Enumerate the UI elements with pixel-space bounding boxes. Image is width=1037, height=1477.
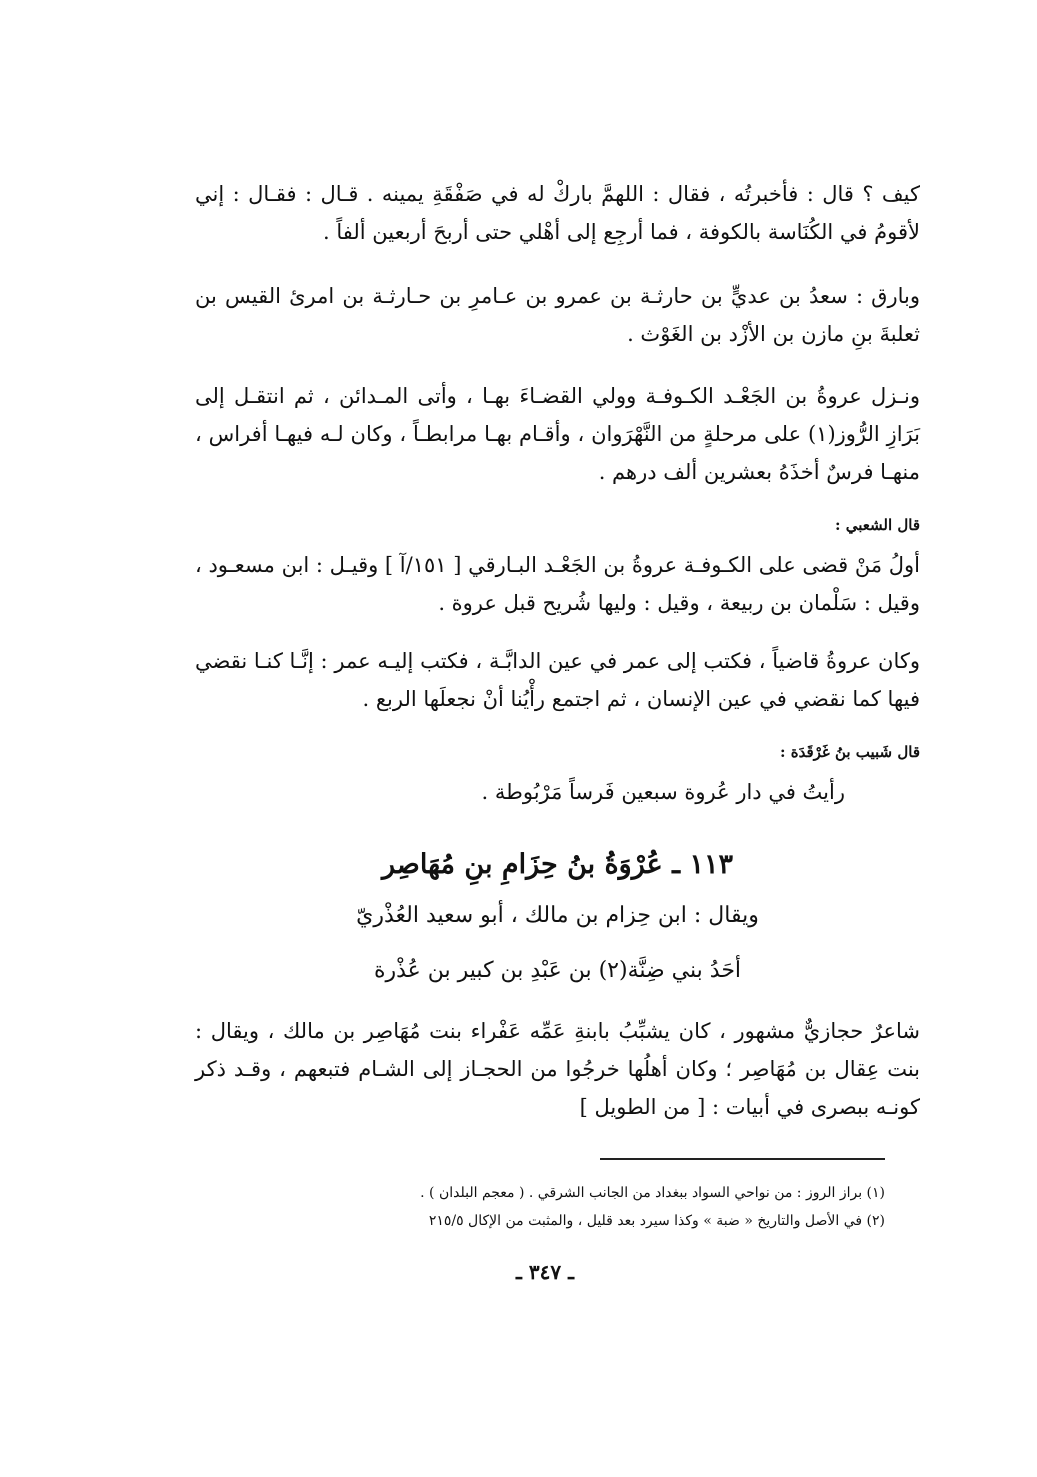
speaker-label-shabi: قال الشعبي :	[834, 516, 920, 534]
paragraph-7: شاعرٌ حجازيٌّ مشهور ، كان يشبِّبُ بابنةِ عَمِّه عَفْراء بنت مُهَاصِر بن مالك ، ويقال : بنت عِقال بن مُهَاصِر ؛ وكان أهلُها خرجُوا من الحجـاز إلى الشـام فتبعهم ، وقـد ذكر كونـه ببصرى في أبيات : [ من الطويل ]	[195, 1019, 920, 1119]
footnote-divider	[600, 1158, 885, 1160]
paragraph-1: كيف ؟ قال : فأخبرتُه ، فقال : اللهمَّ باركْ له في صَفْقَةِ يمينه . قـال : فقـال : إني لأقومُ في الكُنَاسة بالكوفة ، فما أرجِع إلى أهْلي حتى أربحَ أربعين ألفاً .	[195, 182, 920, 244]
speaker-label-shabib: قال شَبيب بنُ غَرْقَدَة :	[779, 743, 920, 761]
paragraph-3: ونـزل عروةُ بن الجَعْـد الكـوفـة وولي القضـاءَ بهـا ، وأتى المـدائن ، ثم انتقـل إلى بَرَازِ الرُّوز(١) على مرحلةٍ من النَّهْرَوان ، وأقـام بهـا مرابطـاً ، وكان لـه فيهـا أفراس ، منهـا فرسٌ أخذَهُ بعشرين ألف درهم .	[195, 384, 920, 484]
entry-heading: ١١٣ ـ عُرْوَةُ بنُ حِزَامِ بنِ مُهَاصِر	[382, 849, 733, 880]
paragraph-4: أولُ مَنْ قضى على الكـوفـة عروةُ بن الجَعْـد البـارقي [ ١٥١/آ ] وقيـل : ابن مسعـود ، وقيل : سَلْمان بن ربيعة ، وقيل : وليها شُريح قبل عروة .	[195, 553, 920, 615]
paragraph-5: وكان عروةُ قاضياً ، فكتب إلى عمر في عين الدابَّـة ، فكتب إليـه عمر : إنَّـا كنـا نقضي فيها كما نقضي في عين الإنسان ، ثم اجتمع رأْيُنا أنْ نجعلَها الربع .	[195, 649, 920, 711]
paragraph-6: رأيتُ في دار عُروة سبعين فَرساً مَرْبُوطة .	[481, 780, 845, 804]
paragraph-2: وبارق : سعدُ بن عديٍّ بن حارثـة بن عمرو بن عـامرِ بن حـارثـة بن امرئ القيس بن ثعلبةَ بنِ مازن بن الأزْد بن الغَوْث .	[195, 284, 920, 346]
entry-subtitle-2: أحَدُ بني ضِنَّة(٢) بن عَبْدِ بن كبير بن عُذْرة	[373, 958, 742, 983]
footnote-2: (٢) في الأصل والتاريخ « ضبة » وكذا سيرد بعد قليل ، والمثبت من الإكال ٢١٥/٥	[428, 1213, 885, 1229]
entry-subtitle-1: ويقال : ابن حِزام بن مالك ، أبو سعيد العُذْريّ	[356, 903, 759, 928]
page-number: ـ ٣٤٧ ـ	[516, 1260, 574, 1284]
footnote-1: (١) براز الروز : من نواحي السواد ببغداد من الجانب الشرقي . ( معجم البلدان ) .	[420, 1185, 885, 1201]
